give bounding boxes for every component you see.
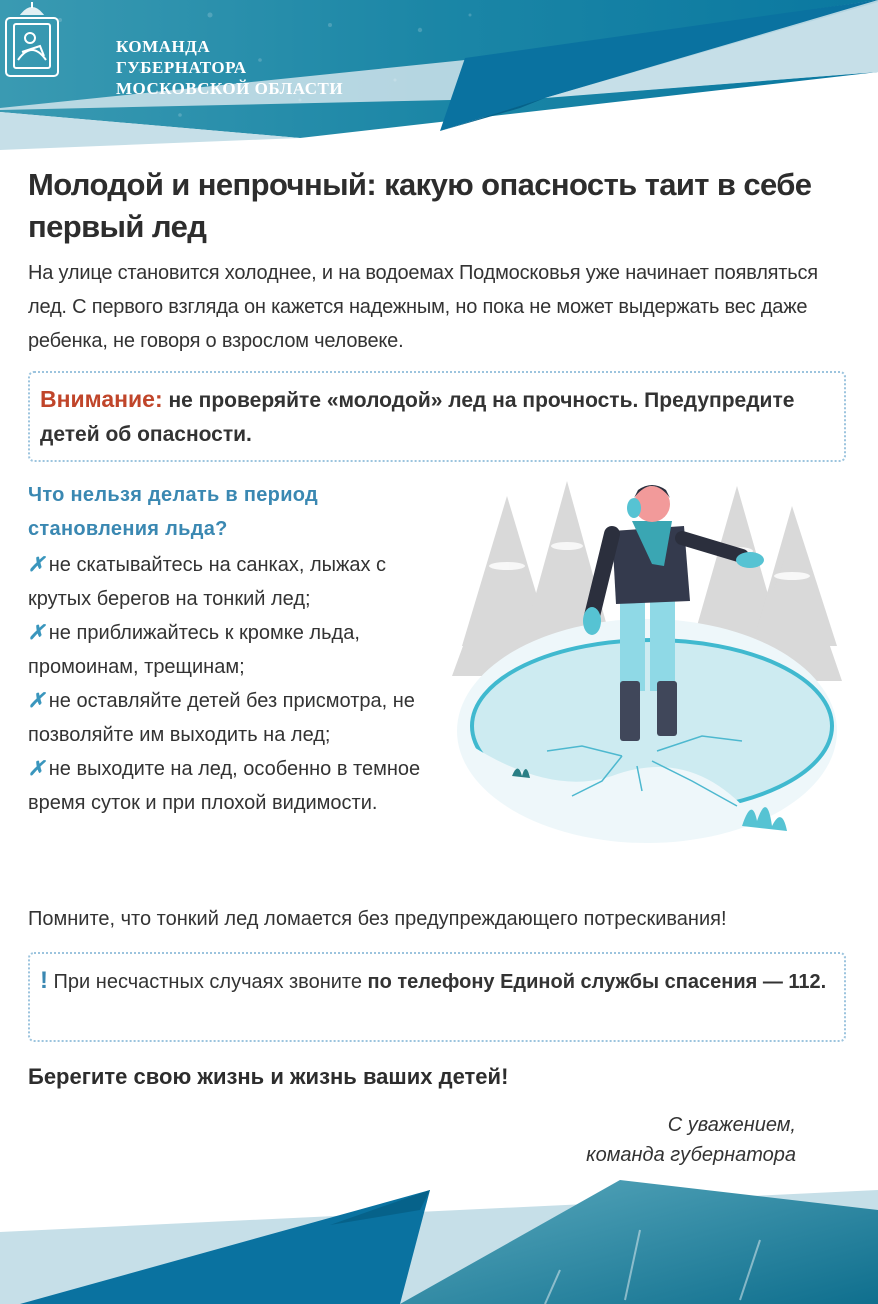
closing-appeal: Берегите свою жизнь и жизнь ваших детей! <box>28 1064 509 1089</box>
brand-line-2: ГУБЕРНАТОРА <box>116 58 247 77</box>
footer-decor <box>0 1160 878 1304</box>
exclamation-icon: ! <box>40 967 48 994</box>
list-item-text: не приближайтесь к кромке льда, промоинам, трещинам; <box>28 622 360 678</box>
warning-box <box>28 371 846 462</box>
footer-banner <box>0 1160 878 1304</box>
brand-name <box>116 36 343 99</box>
emergency-phone-text: по телефону Единой службы спасения — 112. <box>367 971 827 993</box>
emergency-text: При несчастных случаях звоните <box>48 971 368 993</box>
signature-line-1: С уважением, <box>667 1114 796 1136</box>
brand-line-3: МОСКОВСКОЙ ОБЛАСТИ <box>116 79 344 98</box>
header-banner <box>0 0 878 150</box>
cross-icon: ✗ <box>28 758 45 780</box>
list-item-text: не скатывайтесь на санках, лыжах с крутых берегов на тонкий лед; <box>28 554 387 610</box>
emergency-call-box <box>28 952 846 1042</box>
signature-line-2: команда губернатора <box>586 1144 796 1166</box>
reminder-text: Помните, что тонкий лед ломается без предупреждающего потрескивания! <box>28 908 727 930</box>
list-item <box>28 616 428 684</box>
coat-of-arms-icon <box>0 0 64 82</box>
list-item <box>28 548 428 616</box>
cross-icon: ✗ <box>28 690 45 712</box>
warning-label: Внимание: <box>40 386 163 412</box>
cross-icon: ✗ <box>28 622 45 644</box>
brand-line-1: КОМАНДА <box>116 37 211 56</box>
warning-text: не проверяйте «молодой» лед на прочность. Предупредите детей об опасности. <box>40 389 795 446</box>
list-item <box>28 752 428 820</box>
intro-paragraph: На улице становится холоднее, и на водоемах Подмосковья уже начинает появляться лед. С первого взгляда он кажется надежным, но пока не может выдержать вес даже ребенка, не говоря о взрослом человеке. <box>28 262 818 352</box>
list-item-text: не выходите на лед, особенно в темное время суток и при плохой видимости. <box>28 758 421 814</box>
page-title: Молодой и непрочный: какую опасность таит в себе первый лед <box>28 167 812 244</box>
person-on-thin-ice-illustration <box>452 476 842 846</box>
cross-icon: ✗ <box>28 554 45 576</box>
list-item <box>28 684 428 752</box>
list-item-text: не оставляйте детей без присмотра, не позволяйте им выходить на лед; <box>28 690 415 746</box>
section-heading: Что нельзя делать в период становления льда? <box>28 484 319 540</box>
prohibitions-list <box>28 548 428 820</box>
